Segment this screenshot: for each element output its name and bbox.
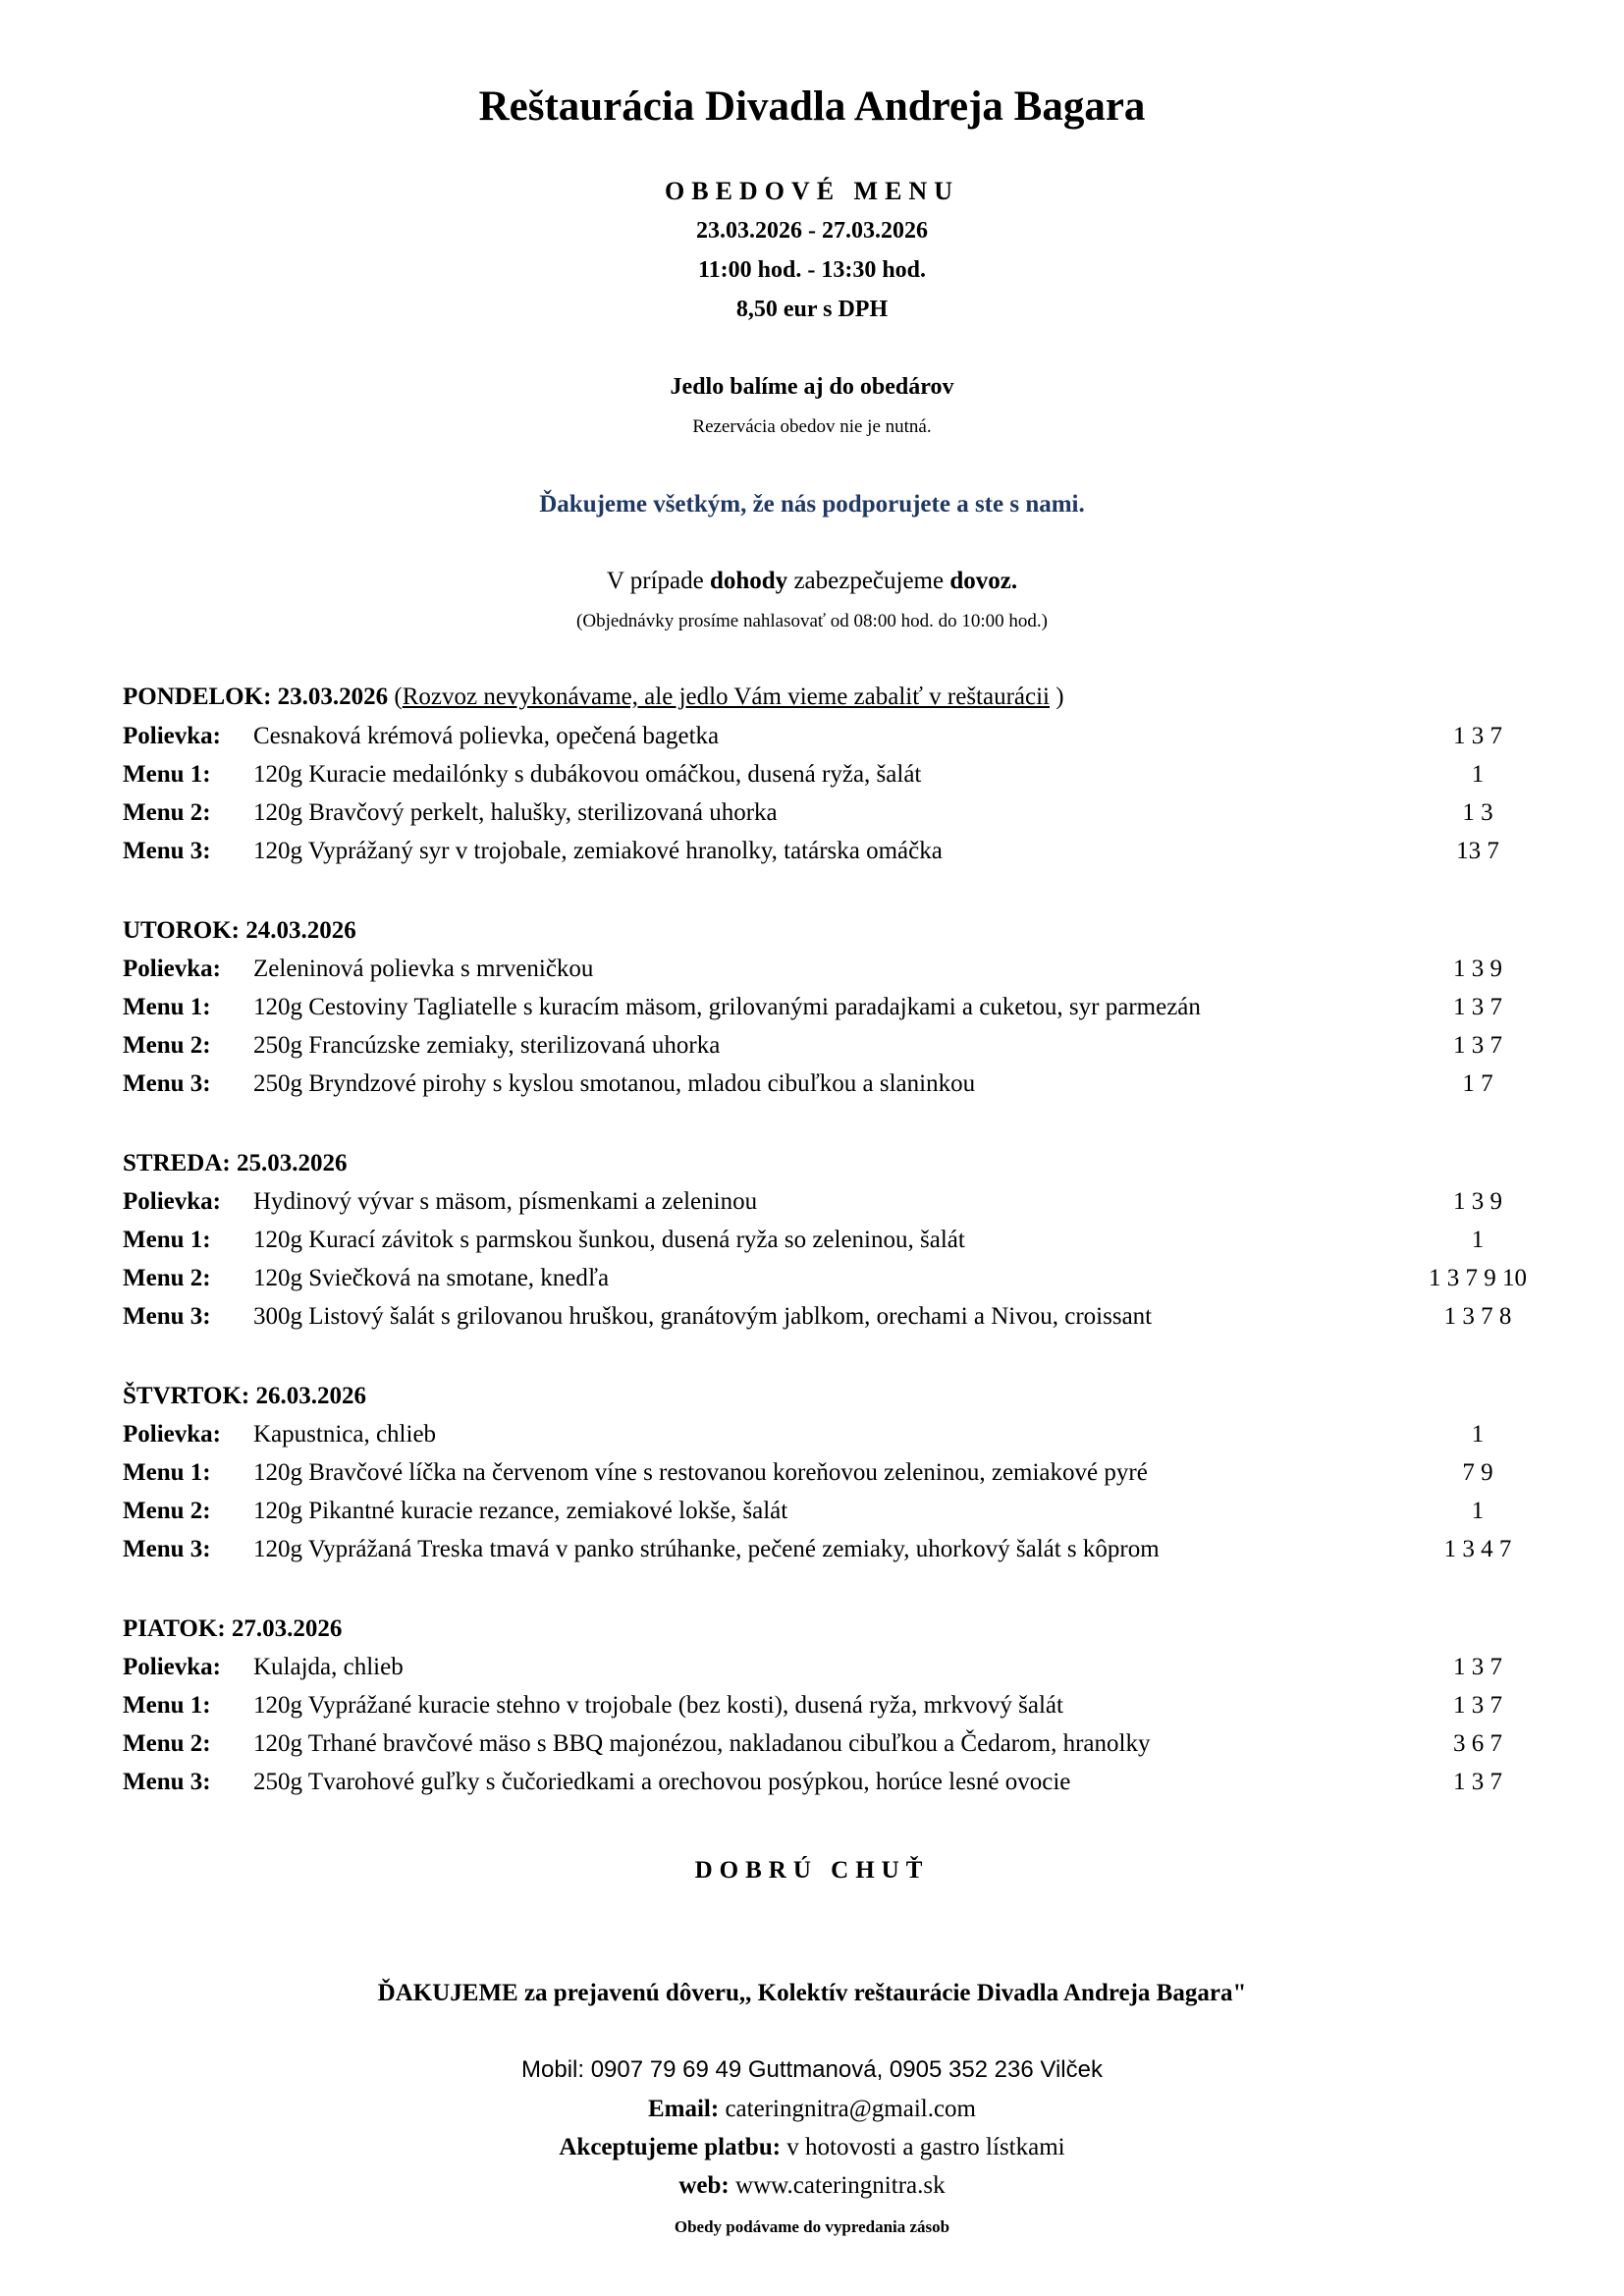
payment-info <box>0 2134 1624 2161</box>
menu-row <box>0 838 1624 871</box>
delivery-pre: V prípade <box>606 568 710 594</box>
row-dish: Cesnaková krémová polievka, opečená bagetka <box>253 723 720 749</box>
delivery-mid: zabezpečujeme <box>787 568 950 594</box>
row-label: Polievka: <box>123 956 221 982</box>
delivery-bold-2: dovoz. <box>949 568 1018 594</box>
row-label: Menu 1: <box>123 1227 211 1253</box>
contact-email <box>0 2096 1624 2123</box>
row-label: Menu 2: <box>123 799 211 826</box>
row-allergens: 1 7 <box>1462 1070 1493 1097</box>
row-label: Menu 3: <box>123 1070 211 1097</box>
day-title: STREDA: 25.03.2026 <box>123 1150 348 1176</box>
menu-row <box>0 1459 1624 1493</box>
row-allergens: 1 3 7 <box>1453 1769 1502 1795</box>
menu-row <box>0 1032 1624 1066</box>
menu-row <box>0 1070 1624 1104</box>
menu-row <box>0 1303 1624 1337</box>
menu-row <box>0 1692 1624 1725</box>
row-allergens: 1 3 <box>1462 799 1493 826</box>
contact-mobile: Mobil: 0907 79 69 49 Guttmanová, 0905 352 236 Vilček <box>521 2056 1103 2083</box>
row-dish: 300g Listový šalát s grilovanou hruškou, granátovým jablkom, orechami a Nivou, croissant <box>253 1303 1153 1330</box>
payment-value: v hotovosti a gastro lístkami <box>786 2134 1065 2160</box>
menu-row <box>0 956 1624 989</box>
row-label: Menu 1: <box>123 1692 211 1719</box>
day-heading-wednesday <box>123 1150 348 1177</box>
menu-row <box>0 761 1624 794</box>
row-label: Menu 3: <box>123 838 211 864</box>
restaurant-title: Reštaurácia Divadla Andreja Bagara <box>478 83 1146 130</box>
menu-row <box>0 1769 1624 1802</box>
delivery-bold-1: dohody <box>709 568 788 594</box>
menu-row <box>0 1265 1624 1298</box>
row-dish: 250g Bryndzové pirohy s kyslou smotanou, mladou cibuľkou a slaninkou <box>253 1070 976 1097</box>
row-allergens: 1 <box>1471 1227 1485 1253</box>
row-label: Polievka: <box>123 723 221 749</box>
row-allergens: 1 3 7 <box>1453 1032 1502 1059</box>
row-allergens: 3 6 7 <box>1453 1730 1502 1757</box>
web-link[interactable]: www.cateringnitra.sk <box>735 2172 946 2199</box>
row-dish: 250g Francúzske zemiaky, sterilizovaná uhorka <box>253 1032 721 1059</box>
row-label: Polievka: <box>123 1188 221 1215</box>
row-allergens: 7 9 <box>1462 1459 1493 1486</box>
row-label: Menu 1: <box>123 1459 211 1486</box>
menu-row <box>0 994 1624 1027</box>
menu-row <box>0 1730 1624 1764</box>
day-heading-monday: PONDELOK: 23.03.2026 (Rozvoz nevykonávame, ale jedlo Vám vieme zabaliť v reštaurácii ) <box>123 683 1064 710</box>
row-label: Menu 3: <box>123 1536 211 1562</box>
row-label: Menu 1: <box>123 994 211 1020</box>
menu-row <box>0 1421 1624 1454</box>
row-allergens: 1 3 9 <box>1453 1188 1502 1215</box>
menu-row <box>0 1227 1624 1260</box>
day-title: ŠTVRTOK: 26.03.2026 <box>123 1383 366 1409</box>
email-value[interactable]: cateringnitra@gmail.com <box>725 2096 977 2122</box>
bon-appetit: DOBRÚ CHUŤ <box>694 1857 930 1884</box>
row-dish: 120g Vyprážaná Treska tmavá v panko strúhanke, pečené zemiaky, uhorkový šalát s kôprom <box>253 1536 1160 1562</box>
day-heading-tuesday <box>123 917 356 945</box>
website-info <box>0 2172 1624 2200</box>
row-dish: 120g Bravčové líčka na červenom víne s restovanou koreňovou zeleninou, zemiakové pyré <box>253 1459 1148 1486</box>
row-label: Menu 3: <box>123 1303 211 1330</box>
row-allergens: 1 3 7 8 <box>1443 1303 1512 1330</box>
row-label: Menu 2: <box>123 1032 211 1059</box>
row-allergens: 1 3 9 <box>1453 956 1502 982</box>
menu-price: 8,50 eur s DPH <box>735 297 889 322</box>
stock-note: Obedy podávame do vypredania zásob <box>674 2217 950 2236</box>
row-label: Menu 2: <box>123 1730 211 1757</box>
menu-row <box>0 799 1624 833</box>
row-dish: 120g Kuracie medailónky s dubákovou omáčkou, dusená ryža, šalát <box>253 761 922 788</box>
row-allergens: 1 <box>1471 1421 1485 1448</box>
row-label: Polievka: <box>123 1654 221 1680</box>
serving-hours: 11:00 hod. - 13:30 hod. <box>697 257 927 283</box>
row-allergens: 1 <box>1471 1498 1485 1524</box>
thanks-message: Ďakujeme všetkým, že nás podporujete a ste s nami. <box>539 491 1085 518</box>
menu-row <box>0 1654 1624 1687</box>
day-title: UTOROK: 24.03.2026 <box>123 917 356 944</box>
row-dish: Kapustnica, chlieb <box>253 1421 437 1448</box>
row-label: Menu 1: <box>123 761 211 788</box>
row-label: Menu 3: <box>123 1769 211 1795</box>
reservation-note: Rezervácia obedov nie je nutná. <box>692 416 932 437</box>
orders-note: (Objednávky prosíme nahlasovať od 08:00 hod. do 10:00 hod.) <box>576 611 1048 631</box>
menu-row <box>0 1498 1624 1531</box>
row-allergens: 1 3 7 9 10 <box>1429 1265 1527 1291</box>
row-dish: Hydinový vývar s mäsom, písmenkami a zeleninou <box>253 1188 758 1215</box>
day-heading-friday <box>123 1615 342 1643</box>
payment-label: Akceptujeme platbu: <box>559 2134 782 2160</box>
date-range: 23.03.2026 - 27.03.2026 <box>696 218 928 244</box>
footer-thanks: ĎAKUJEME za prejavenú dôveru,, Kolektív reštaurácie Divadla Andreja Bagara" <box>377 1980 1247 2006</box>
menu-heading: OBEDOVÉ MENU <box>665 177 959 205</box>
row-dish: 120g Bravčový perkelt, halušky, sterilizovaná uhorka <box>253 799 778 826</box>
day-title: PIATOK: 27.03.2026 <box>123 1615 343 1642</box>
day-title: PONDELOK: 23.03.2026 <box>123 683 389 710</box>
row-label: Menu 2: <box>123 1498 211 1524</box>
packing-note: Jedlo balíme aj do obedárov <box>670 374 954 400</box>
menu-row <box>0 1188 1624 1222</box>
menu-row <box>0 1536 1624 1569</box>
row-dish: Zeleninová polievka s mrveničkou <box>253 956 594 982</box>
row-dish: 250g Tvarohové guľky s čučoriedkami a orechovou posýpkou, horúce lesné ovocie <box>253 1769 1071 1795</box>
row-dish: 120g Vyprážané kuracie stehno v trojobale (bez kosti), dusená ryža, mrkvový šalát <box>253 1692 1063 1719</box>
row-label: Menu 2: <box>123 1265 211 1291</box>
row-allergens: 1 3 4 7 <box>1443 1536 1512 1562</box>
row-allergens: 1 3 7 <box>1453 1692 1502 1719</box>
row-label: Polievka: <box>123 1421 221 1448</box>
menu-row <box>0 723 1624 756</box>
row-dish: 120g Cestoviny Tagliatelle s kuracím mäsom, grilovanými paradajkami a cuketou, syr parmezán <box>253 994 1201 1020</box>
row-allergens: 1 <box>1471 761 1485 788</box>
day-heading-thursday <box>123 1383 366 1410</box>
row-dish: 120g Sviečková na smotane, knedľa <box>253 1265 610 1291</box>
row-dish: 120g Kurací závitok s parmskou šunkou, dusená ryža so zeleninou, šalát <box>253 1227 965 1253</box>
row-allergens: 13 7 <box>1456 838 1499 864</box>
row-allergens: 1 3 7 <box>1453 994 1502 1020</box>
row-allergens: 1 3 7 <box>1453 1654 1502 1680</box>
row-dish: 120g Vyprážaný syr v trojobale, zemiakové hranolky, tatárska omáčka <box>253 838 943 864</box>
day-note: Rozvoz nevykonávame, ale jedlo Vám vieme zabaliť v reštaurácii <box>402 683 1050 710</box>
row-dish: 120g Pikantné kuracie rezance, zemiakové lokše, šalát <box>253 1498 788 1524</box>
row-allergens: 1 3 7 <box>1453 723 1502 749</box>
row-dish: Kulajda, chlieb <box>253 1654 404 1680</box>
delivery-note <box>0 568 1624 595</box>
row-dish: 120g Trhané bravčové mäso s BBQ majonézou, nakladanou cibuľkou a Čedarom, hranolky <box>253 1730 1151 1757</box>
email-label: Email: <box>647 2096 720 2122</box>
web-label: web: <box>678 2172 730 2199</box>
